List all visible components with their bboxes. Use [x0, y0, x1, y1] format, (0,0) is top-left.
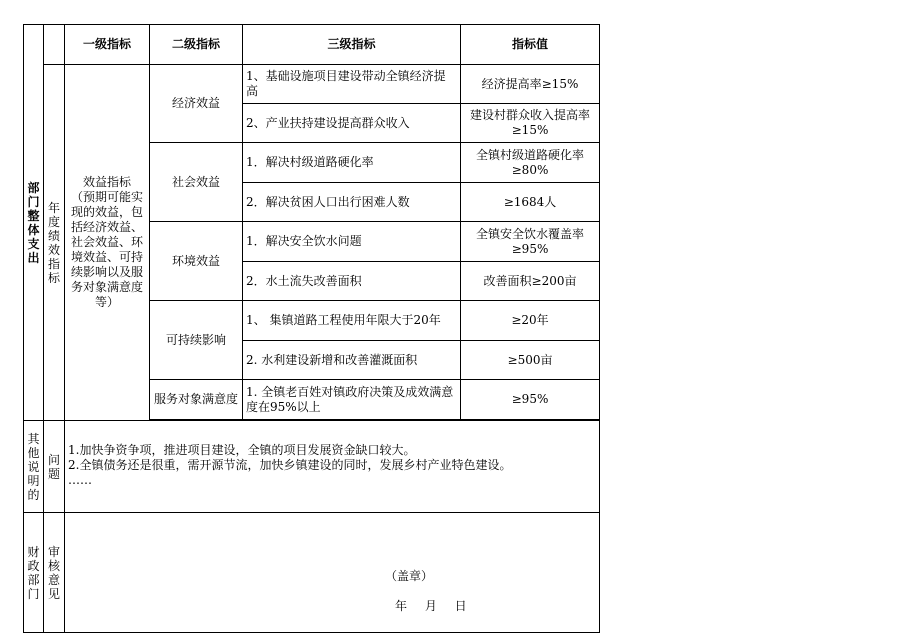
- level2-satisfaction: 服务对象满意度: [150, 380, 243, 420]
- level2-econ: 经济效益: [150, 65, 243, 143]
- indicator-env-1: 1．解决安全饮水问题: [243, 222, 461, 262]
- indicator-social-1: 1．解决村级道路硬化率: [243, 143, 461, 183]
- performance-indicator-table: [23, 24, 600, 633]
- indicator-sustain-1: 1、 集镇道路工程使用年限大于20年: [243, 301, 461, 341]
- finance-label-outer: 财政部门: [24, 513, 44, 633]
- level2-sustain: 可持续影响: [150, 301, 243, 380]
- other-issues-label-inner: 问题: [44, 421, 65, 513]
- value-env-1: 全镇安全饮水覆盖率≥95%: [461, 222, 600, 262]
- value-sustain-2: ≥500亩: [461, 341, 600, 380]
- other-issues-label-outer: 其他说明的: [24, 421, 44, 513]
- other-issue-line-2: 2.全镇债务还是很重，需开源节流，加快乡镇建设的同时，发展乡村产业特色建设。: [68, 458, 512, 472]
- header-level2: 二级指标: [150, 25, 243, 65]
- stamp-label: （盖章）: [385, 569, 434, 583]
- indicator-econ-1: 1、基础设施项目建设带动全镇经济提高: [243, 65, 461, 104]
- value-satisfaction-1: ≥95%: [461, 380, 600, 420]
- other-issue-line-3: ……: [68, 473, 92, 487]
- level1-desc: （预期可能实现的效益，包括经济效益、社会效益、环境效益、可持续影响以及服务对象满意度等）: [70, 190, 143, 309]
- value-econ-2: 建设村群众收入提高率≥15%: [461, 104, 600, 143]
- header-level3: 三级指标: [243, 25, 461, 65]
- indicator-env-2: 2．水土流失改善面积: [243, 262, 461, 301]
- level1-cell: [65, 65, 150, 421]
- header-level1: 一级指标: [65, 25, 150, 65]
- indicator-social-2: 2．解决贫困人口出行困难人数: [243, 183, 461, 222]
- indicator-sustain-2: 2. 水利建设新增和改善灌溉面积: [243, 341, 461, 380]
- other-issues-content: [65, 421, 600, 513]
- date-line: 年 月 日: [395, 599, 467, 613]
- finance-label-inner: 审核意见: [44, 513, 65, 633]
- level1-title: 效益指标: [82, 175, 131, 189]
- header-blank: [44, 25, 65, 65]
- level2-social: 社会效益: [150, 143, 243, 222]
- value-env-2: 改善面积≥200亩: [461, 262, 600, 301]
- indicator-satisfaction-1: 1. 全镇老百姓对镇政府决策及成效满意度在95%以上: [243, 380, 461, 420]
- value-social-1: 全镇村级道路硬化率≥80%: [461, 143, 600, 183]
- side-label-outer: 部门整体支出: [24, 25, 44, 421]
- value-econ-1: 经济提高率≥15%: [461, 65, 600, 104]
- side-label-inner: 年度绩效指标: [44, 65, 65, 421]
- value-social-2: ≥1684人: [461, 183, 600, 222]
- other-issue-line-1: 1.加快争资争项，推进项目建设，全镇的项目发展资金缺口较大。: [68, 443, 416, 457]
- level2-env: 环境效益: [150, 222, 243, 301]
- header-value: 指标值: [461, 25, 600, 65]
- finance-opinion-content: [65, 513, 600, 633]
- indicator-econ-2: 2、产业扶持建设提高群众收入: [243, 104, 461, 143]
- value-sustain-1: ≥20年: [461, 301, 600, 341]
